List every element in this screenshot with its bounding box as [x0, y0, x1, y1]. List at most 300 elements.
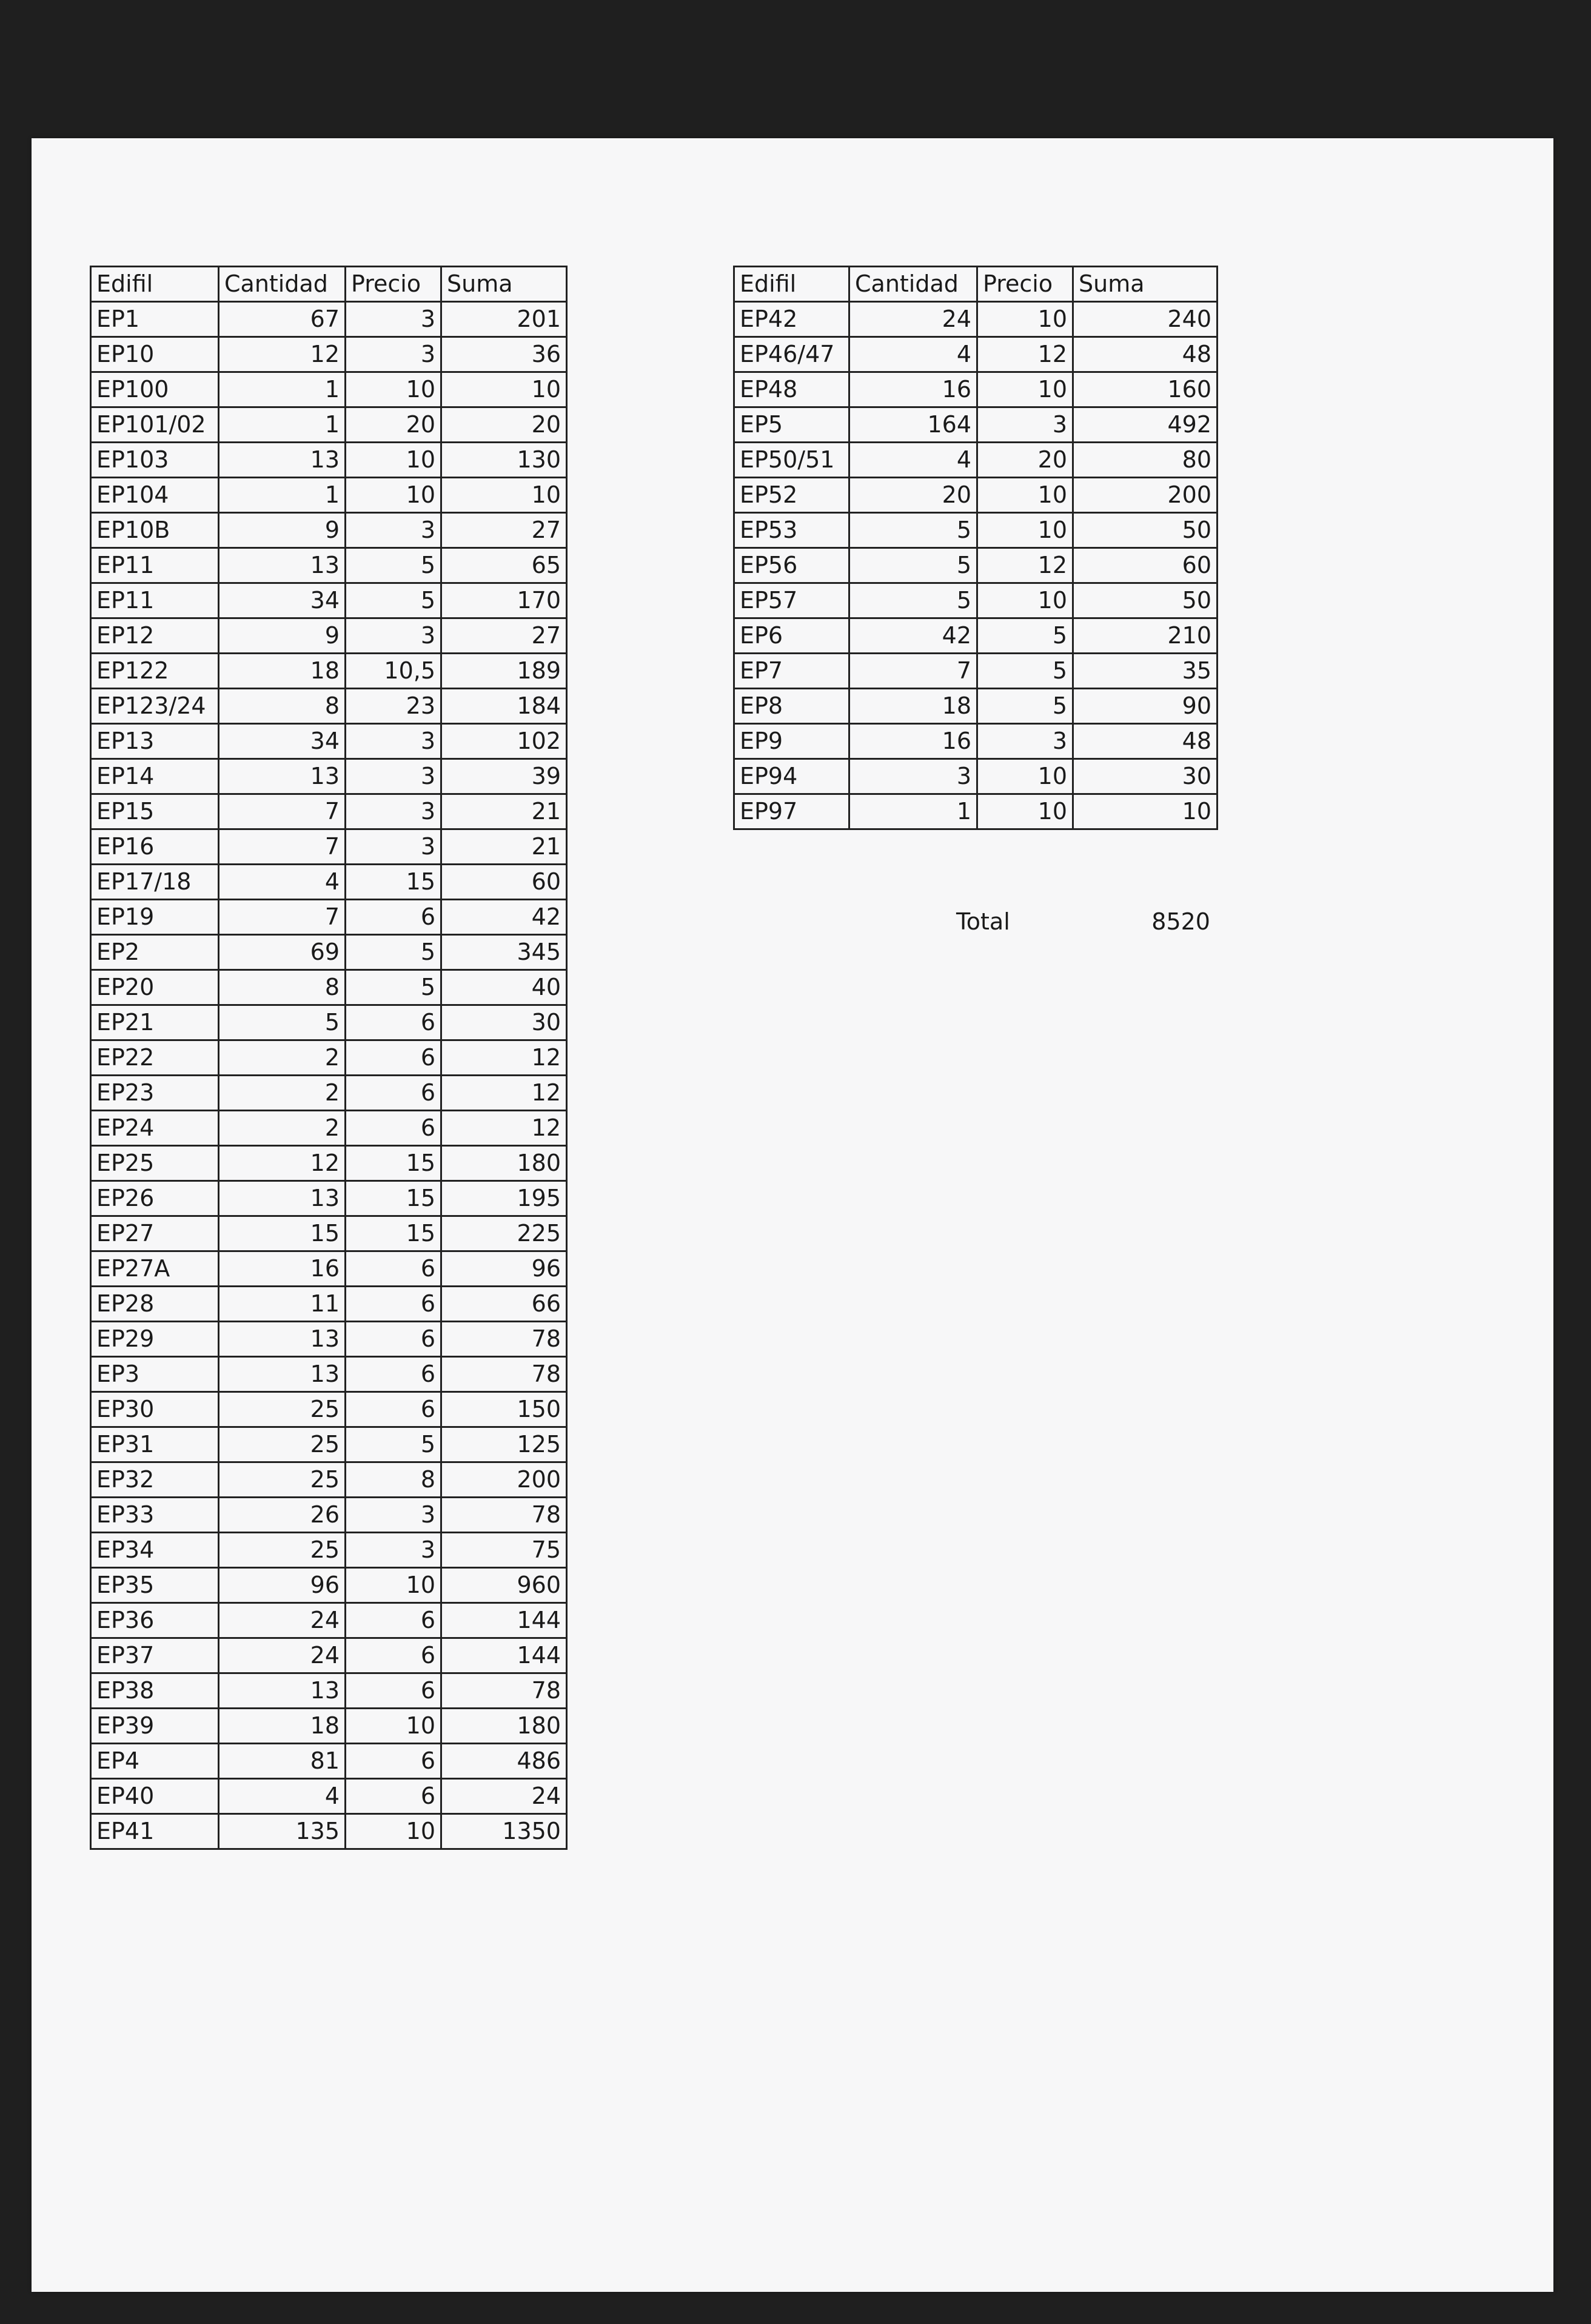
table-row [91, 478, 567, 513]
cell-edifil: EP33 [91, 1498, 219, 1533]
table-row [91, 1251, 567, 1287]
table-row [91, 865, 567, 900]
cell-suma: 39 [441, 759, 567, 794]
table-row [91, 1392, 567, 1427]
cell-cantidad: 13 [219, 1673, 346, 1709]
table-row [91, 1005, 567, 1040]
cell-precio: 10 [977, 302, 1073, 337]
cell-edifil: EP5 [734, 407, 849, 443]
cell-cantidad: 96 [219, 1568, 346, 1603]
cell-suma: 21 [441, 794, 567, 829]
cell-edifil: EP7 [734, 654, 849, 689]
cell-suma: 184 [441, 689, 567, 724]
table-row [91, 1076, 567, 1111]
header-precio: Precio [977, 267, 1073, 302]
cell-precio: 10 [977, 372, 1073, 407]
header-cantidad: Cantidad [219, 267, 346, 302]
cell-precio: 5 [977, 654, 1073, 689]
cell-cantidad: 69 [219, 935, 346, 970]
paper-sheet [32, 138, 1553, 2292]
cell-cantidad: 16 [849, 372, 977, 407]
cell-precio: 5 [346, 583, 441, 618]
cell-edifil: EP25 [91, 1146, 219, 1181]
cell-suma: 35 [1073, 654, 1218, 689]
cell-suma: 78 [441, 1673, 567, 1709]
table-row [91, 970, 567, 1005]
cell-edifil: EP24 [91, 1111, 219, 1146]
cell-edifil: EP12 [91, 618, 219, 654]
cell-suma: 27 [441, 513, 567, 548]
cell-precio: 3 [977, 724, 1073, 759]
cell-precio: 10 [977, 583, 1073, 618]
cell-edifil: EP34 [91, 1533, 219, 1568]
cell-precio: 20 [977, 443, 1073, 478]
header-row [734, 267, 1218, 302]
cell-precio: 3 [346, 337, 441, 372]
cell-cantidad: 135 [219, 1814, 346, 1849]
cell-suma: 10 [441, 478, 567, 513]
cell-edifil: EP19 [91, 900, 219, 935]
cell-suma: 170 [441, 583, 567, 618]
cell-precio: 3 [346, 513, 441, 548]
table-row [91, 583, 567, 618]
table-row [734, 759, 1218, 794]
cell-cantidad: 5 [219, 1005, 346, 1040]
cell-cantidad: 13 [219, 759, 346, 794]
cell-cantidad: 18 [219, 654, 346, 689]
cell-suma: 27 [441, 618, 567, 654]
left-table-body [91, 302, 567, 1849]
cell-edifil: EP4 [91, 1744, 219, 1779]
table-row [734, 654, 1218, 689]
table-row [91, 1603, 567, 1638]
cell-suma: 201 [441, 302, 567, 337]
cell-cantidad: 7 [219, 794, 346, 829]
cell-cantidad: 24 [219, 1603, 346, 1638]
cell-suma: 30 [441, 1005, 567, 1040]
cell-edifil: EP42 [734, 302, 849, 337]
cell-suma: 10 [441, 372, 567, 407]
cell-precio: 3 [346, 302, 441, 337]
table-row [91, 1779, 567, 1814]
cell-edifil: EP10B [91, 513, 219, 548]
cell-edifil: EP14 [91, 759, 219, 794]
cell-suma: 12 [441, 1111, 567, 1146]
right-table [733, 266, 1218, 830]
cell-precio: 8 [346, 1462, 441, 1498]
table-row [91, 794, 567, 829]
cell-suma: 492 [1073, 407, 1218, 443]
cell-cantidad: 12 [219, 337, 346, 372]
table-row [91, 1357, 567, 1392]
cell-cantidad: 11 [219, 1287, 346, 1322]
cell-precio: 10 [346, 1709, 441, 1744]
cell-suma: 200 [1073, 478, 1218, 513]
cell-cantidad: 5 [849, 513, 977, 548]
cell-cantidad: 81 [219, 1744, 346, 1779]
cell-edifil: EP46/47 [734, 337, 849, 372]
table-row [734, 407, 1218, 443]
cell-cantidad: 1 [219, 407, 346, 443]
cell-precio: 20 [346, 407, 441, 443]
cell-suma: 960 [441, 1568, 567, 1603]
cell-precio: 3 [346, 759, 441, 794]
cell-suma: 486 [441, 1744, 567, 1779]
cell-edifil: EP37 [91, 1638, 219, 1673]
cell-suma: 345 [441, 935, 567, 970]
cell-suma: 180 [441, 1709, 567, 1744]
cell-cantidad: 2 [219, 1076, 346, 1111]
cell-precio: 6 [346, 1005, 441, 1040]
cell-edifil: EP56 [734, 548, 849, 583]
cell-edifil: EP28 [91, 1287, 219, 1322]
cell-cantidad: 16 [849, 724, 977, 759]
cell-precio: 3 [346, 794, 441, 829]
cell-precio: 10 [346, 1568, 441, 1603]
table-row [734, 302, 1218, 337]
cell-edifil: EP103 [91, 443, 219, 478]
cell-cantidad: 7 [219, 829, 346, 865]
cell-edifil: EP23 [91, 1076, 219, 1111]
cell-cantidad: 8 [219, 689, 346, 724]
cell-precio: 5 [346, 970, 441, 1005]
cell-edifil: EP26 [91, 1181, 219, 1216]
cell-edifil: EP13 [91, 724, 219, 759]
cell-cantidad: 26 [219, 1498, 346, 1533]
cell-suma: 24 [441, 1779, 567, 1814]
cell-precio: 10 [346, 478, 441, 513]
cell-suma: 80 [1073, 443, 1218, 478]
total-value: 8520 [1151, 908, 1210, 935]
cell-edifil: EP97 [734, 794, 849, 829]
cell-suma: 10 [1073, 794, 1218, 829]
header-suma: Suma [1073, 267, 1218, 302]
header-row [91, 267, 567, 302]
table-row [734, 689, 1218, 724]
table-row [734, 794, 1218, 829]
cell-suma: 200 [441, 1462, 567, 1498]
cell-precio: 6 [346, 1322, 441, 1357]
cell-cantidad: 18 [849, 689, 977, 724]
cell-suma: 225 [441, 1216, 567, 1251]
cell-cantidad: 2 [219, 1111, 346, 1146]
table-row [734, 478, 1218, 513]
cell-cantidad: 25 [219, 1462, 346, 1498]
cell-suma: 210 [1073, 618, 1218, 654]
cell-precio: 5 [346, 1427, 441, 1462]
table-row [91, 1744, 567, 1779]
table-row [91, 689, 567, 724]
cell-cantidad: 13 [219, 1322, 346, 1357]
table-row [91, 1533, 567, 1568]
total-label: Total [956, 908, 1010, 935]
cell-cantidad: 15 [219, 1216, 346, 1251]
cell-cantidad: 2 [219, 1040, 346, 1076]
cell-edifil: EP11 [91, 583, 219, 618]
cell-precio: 12 [977, 337, 1073, 372]
right-table-body [734, 302, 1218, 829]
cell-precio: 23 [346, 689, 441, 724]
cell-cantidad: 9 [219, 513, 346, 548]
cell-cantidad: 13 [219, 1181, 346, 1216]
cell-precio: 6 [346, 1603, 441, 1638]
table-row [734, 583, 1218, 618]
cell-precio: 10 [346, 1814, 441, 1849]
cell-cantidad: 24 [849, 302, 977, 337]
cell-cantidad: 4 [219, 865, 346, 900]
cell-precio: 10 [346, 443, 441, 478]
cell-suma: 36 [441, 337, 567, 372]
cell-edifil: EP21 [91, 1005, 219, 1040]
cell-suma: 65 [441, 548, 567, 583]
cell-edifil: EP101/02 [91, 407, 219, 443]
cell-cantidad: 16 [219, 1251, 346, 1287]
cell-precio: 6 [346, 1779, 441, 1814]
table-row [91, 372, 567, 407]
table-row [91, 1427, 567, 1462]
cell-suma: 144 [441, 1638, 567, 1673]
cell-cantidad: 34 [219, 724, 346, 759]
cell-precio: 3 [977, 407, 1073, 443]
cell-suma: 40 [441, 970, 567, 1005]
table-row [91, 1498, 567, 1533]
header-cantidad: Cantidad [849, 267, 977, 302]
cell-edifil: EP27A [91, 1251, 219, 1287]
cell-edifil: EP1 [91, 302, 219, 337]
cell-edifil: EP31 [91, 1427, 219, 1462]
cell-edifil: EP2 [91, 935, 219, 970]
table-row [91, 407, 567, 443]
cell-precio: 6 [346, 900, 441, 935]
cell-edifil: EP48 [734, 372, 849, 407]
cell-precio: 6 [346, 1251, 441, 1287]
cell-suma: 75 [441, 1533, 567, 1568]
cell-precio: 6 [346, 1076, 441, 1111]
cell-cantidad: 7 [849, 654, 977, 689]
cell-suma: 130 [441, 443, 567, 478]
cell-precio: 6 [346, 1040, 441, 1076]
cell-cantidad: 4 [849, 337, 977, 372]
cell-edifil: EP57 [734, 583, 849, 618]
cell-edifil: EP53 [734, 513, 849, 548]
cell-edifil: EP8 [734, 689, 849, 724]
cell-suma: 160 [1073, 372, 1218, 407]
cell-edifil: EP20 [91, 970, 219, 1005]
cell-edifil: EP100 [91, 372, 219, 407]
cell-cantidad: 42 [849, 618, 977, 654]
cell-suma: 90 [1073, 689, 1218, 724]
cell-cantidad: 13 [219, 548, 346, 583]
cell-precio: 5 [977, 618, 1073, 654]
cell-suma: 42 [441, 900, 567, 935]
cell-edifil: EP17/18 [91, 865, 219, 900]
cell-edifil: EP94 [734, 759, 849, 794]
cell-cantidad: 25 [219, 1533, 346, 1568]
table-row [91, 1287, 567, 1322]
cell-precio: 15 [346, 1146, 441, 1181]
cell-cantidad: 1 [219, 372, 346, 407]
cell-precio: 15 [346, 1216, 441, 1251]
cell-precio: 10 [977, 513, 1073, 548]
table-row [91, 443, 567, 478]
cell-edifil: EP29 [91, 1322, 219, 1357]
cell-cantidad: 5 [849, 583, 977, 618]
cell-precio: 3 [346, 618, 441, 654]
cell-suma: 12 [441, 1040, 567, 1076]
cell-edifil: EP3 [91, 1357, 219, 1392]
table-row [91, 1462, 567, 1498]
cell-suma: 50 [1073, 583, 1218, 618]
cell-suma: 60 [441, 865, 567, 900]
cell-edifil: EP15 [91, 794, 219, 829]
table-row [91, 1638, 567, 1673]
cell-cantidad: 12 [219, 1146, 346, 1181]
cell-edifil: EP104 [91, 478, 219, 513]
cell-suma: 48 [1073, 337, 1218, 372]
cell-precio: 5 [346, 548, 441, 583]
cell-edifil: EP10 [91, 337, 219, 372]
cell-suma: 30 [1073, 759, 1218, 794]
table-row [734, 548, 1218, 583]
cell-suma: 1350 [441, 1814, 567, 1849]
cell-precio: 6 [346, 1673, 441, 1709]
cell-edifil: EP9 [734, 724, 849, 759]
header-precio: Precio [346, 267, 441, 302]
cell-suma: 12 [441, 1076, 567, 1111]
table-row [734, 337, 1218, 372]
cell-edifil: EP32 [91, 1462, 219, 1498]
cell-edifil: EP50/51 [734, 443, 849, 478]
table-row [734, 513, 1218, 548]
table-row [91, 1673, 567, 1709]
cell-precio: 6 [346, 1744, 441, 1779]
cell-suma: 48 [1073, 724, 1218, 759]
cell-precio: 3 [346, 724, 441, 759]
table-row [91, 1568, 567, 1603]
cell-suma: 189 [441, 654, 567, 689]
cell-suma: 144 [441, 1603, 567, 1638]
table-row [91, 337, 567, 372]
cell-cantidad: 24 [219, 1638, 346, 1673]
table-row [91, 302, 567, 337]
table-row [91, 548, 567, 583]
table-row [91, 1040, 567, 1076]
cell-precio: 6 [346, 1357, 441, 1392]
cell-suma: 78 [441, 1322, 567, 1357]
cell-precio: 6 [346, 1287, 441, 1322]
cell-edifil: EP38 [91, 1673, 219, 1709]
cell-edifil: EP40 [91, 1779, 219, 1814]
header-edifil: Edifil [734, 267, 849, 302]
cell-suma: 21 [441, 829, 567, 865]
cell-suma: 150 [441, 1392, 567, 1427]
table-row [91, 829, 567, 865]
table-row [91, 1111, 567, 1146]
table-row [91, 513, 567, 548]
header-suma: Suma [441, 267, 567, 302]
cell-edifil: EP122 [91, 654, 219, 689]
table-row [734, 618, 1218, 654]
cell-suma: 180 [441, 1146, 567, 1181]
cell-edifil: EP36 [91, 1603, 219, 1638]
cell-edifil: EP41 [91, 1814, 219, 1849]
cell-precio: 10 [977, 759, 1073, 794]
cell-precio: 6 [346, 1392, 441, 1427]
table-row [734, 372, 1218, 407]
cell-precio: 10 [977, 794, 1073, 829]
table-row [91, 1181, 567, 1216]
cell-cantidad: 3 [849, 759, 977, 794]
cell-precio: 10,5 [346, 654, 441, 689]
cell-precio: 5 [346, 935, 441, 970]
table-row [734, 724, 1218, 759]
left-table [90, 266, 568, 1850]
cell-precio: 15 [346, 1181, 441, 1216]
table-row [91, 1709, 567, 1744]
cell-suma: 102 [441, 724, 567, 759]
cell-suma: 78 [441, 1357, 567, 1392]
cell-edifil: EP22 [91, 1040, 219, 1076]
cell-edifil: EP16 [91, 829, 219, 865]
cell-cantidad: 34 [219, 583, 346, 618]
cell-precio: 3 [346, 1498, 441, 1533]
table-row [91, 724, 567, 759]
cell-precio: 3 [346, 829, 441, 865]
cell-precio: 10 [346, 372, 441, 407]
cell-cantidad: 4 [219, 1779, 346, 1814]
cell-precio: 6 [346, 1638, 441, 1673]
total-row [733, 905, 1213, 939]
cell-suma: 60 [1073, 548, 1218, 583]
cell-cantidad: 9 [219, 618, 346, 654]
table-row [91, 900, 567, 935]
cell-cantidad: 25 [219, 1392, 346, 1427]
cell-suma: 96 [441, 1251, 567, 1287]
cell-suma: 20 [441, 407, 567, 443]
cell-edifil: EP11 [91, 548, 219, 583]
table-row [91, 759, 567, 794]
cell-precio: 15 [346, 865, 441, 900]
cell-suma: 78 [441, 1498, 567, 1533]
table-row [91, 1322, 567, 1357]
table-row [91, 1216, 567, 1251]
cell-cantidad: 8 [219, 970, 346, 1005]
header-edifil: Edifil [91, 267, 219, 302]
table-row [91, 935, 567, 970]
cell-precio: 12 [977, 548, 1073, 583]
cell-suma: 50 [1073, 513, 1218, 548]
table-row [91, 654, 567, 689]
cell-cantidad: 13 [219, 443, 346, 478]
cell-precio: 10 [977, 478, 1073, 513]
cell-edifil: EP35 [91, 1568, 219, 1603]
cell-cantidad: 7 [219, 900, 346, 935]
cell-edifil: EP27 [91, 1216, 219, 1251]
cell-cantidad: 20 [849, 478, 977, 513]
cell-edifil: EP6 [734, 618, 849, 654]
cell-suma: 195 [441, 1181, 567, 1216]
cell-edifil: EP123/24 [91, 689, 219, 724]
cell-suma: 240 [1073, 302, 1218, 337]
cell-cantidad: 1 [219, 478, 346, 513]
cell-cantidad: 25 [219, 1427, 346, 1462]
cell-precio: 5 [977, 689, 1073, 724]
table-row [91, 618, 567, 654]
cell-precio: 3 [346, 1533, 441, 1568]
cell-edifil: EP30 [91, 1392, 219, 1427]
table-row [91, 1146, 567, 1181]
cell-cantidad: 13 [219, 1357, 346, 1392]
